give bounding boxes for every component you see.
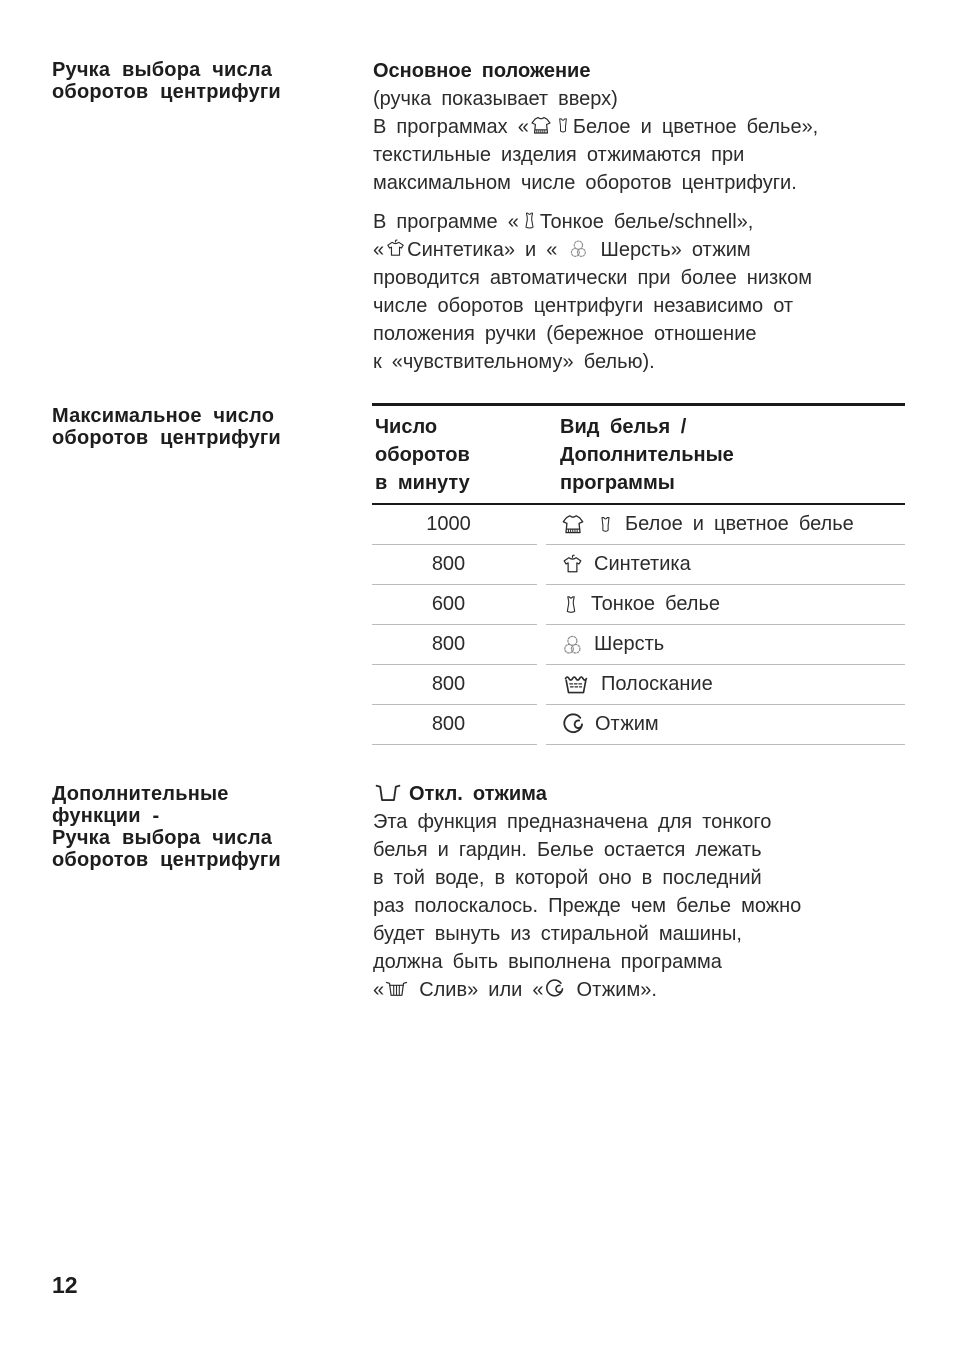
subsection-title: Основное положение xyxy=(373,60,591,82)
section-heading-max-spin xyxy=(52,405,281,449)
slip-icon xyxy=(595,512,616,538)
body-line: Эта функция предназначена для тонкого xyxy=(373,811,772,833)
laundry-type-label: Белое и цветное белье xyxy=(625,513,854,535)
rpm-value: 800 xyxy=(372,545,537,585)
header-line: Дополнительные xyxy=(560,444,734,466)
rinse-tub-icon xyxy=(560,671,592,699)
heading-line: оборотов центрифуги xyxy=(52,81,281,103)
body-line xyxy=(373,113,913,141)
rpm-value: 800 xyxy=(372,625,537,665)
table-row xyxy=(372,665,905,705)
header-line: Вид белья / xyxy=(560,416,687,438)
drain-tub-icon xyxy=(384,977,409,1001)
body-line: проводится автоматически при более низком xyxy=(373,267,813,289)
section-heading-additional-functions xyxy=(52,783,281,871)
spin-speed-table xyxy=(372,403,905,745)
body-line: раз полоскалось. Прежде чем белье можно xyxy=(373,895,802,917)
column-gap xyxy=(537,665,546,705)
subsection-title-line xyxy=(373,780,913,808)
body-line: текстильные изделия отжимаются при xyxy=(373,144,745,166)
body-line: максимальном числе оборотов центрифуги. xyxy=(373,172,797,194)
laundry-type-label: Отжим xyxy=(595,713,659,735)
heading-line: оборотов центрифуги xyxy=(52,849,281,871)
body-line: положения ручки (бережное отношение xyxy=(373,323,757,345)
dress-icon xyxy=(560,592,582,618)
heading-line: функции - xyxy=(52,805,160,827)
laundry-type-label: Тонкое белье xyxy=(591,593,721,615)
heading-line: Дополнительные xyxy=(52,783,229,805)
body-line: к «чувствительному» белью). xyxy=(373,351,655,373)
body-line xyxy=(373,976,913,1004)
shirt-on-hanger-icon xyxy=(560,552,585,578)
table-row xyxy=(372,505,905,545)
rpm-value: 800 xyxy=(372,665,537,705)
paragraph xyxy=(373,208,913,376)
laundry-type-cell xyxy=(546,665,905,705)
body-text: « xyxy=(373,239,385,261)
laundry-type-cell xyxy=(546,505,905,545)
body-line: (ручка показывает вверх) xyxy=(373,88,618,110)
header-line: Число xyxy=(375,416,438,438)
rpm-value: 800 xyxy=(372,705,537,745)
section-heading-spin-selector xyxy=(52,59,281,103)
header-line: оборотов xyxy=(375,444,470,466)
heading-line: Ручка выбора числа xyxy=(52,827,273,849)
column-gap xyxy=(537,705,546,745)
wool-skein-icon xyxy=(567,237,590,261)
slip-icon xyxy=(553,114,573,138)
header-line: в минуту xyxy=(375,472,470,494)
laundry-type-label: Шерсть xyxy=(594,633,665,655)
shirt-on-hanger-icon xyxy=(384,237,407,261)
body-text: « xyxy=(373,979,385,1001)
column-gap xyxy=(537,625,546,665)
rpm-value: 600 xyxy=(372,585,537,625)
page-number: 12 xyxy=(52,1272,78,1298)
body-line: будет вынуть из стиральной машины, xyxy=(373,923,742,945)
table-row xyxy=(372,625,905,665)
table-header-row xyxy=(372,406,905,505)
column-gap xyxy=(537,585,546,625)
column-header-laundry-type xyxy=(546,412,905,497)
body-line xyxy=(373,236,913,264)
laundry-type-cell xyxy=(546,625,905,665)
column-header-rpm xyxy=(372,412,537,497)
heading-line: Максимальное число xyxy=(52,405,275,427)
rpm-value: 1000 xyxy=(372,505,537,545)
section-body-basic-position xyxy=(373,57,913,376)
section-body-no-spin xyxy=(373,780,913,1004)
body-text: Шерсть» отжим xyxy=(600,239,751,261)
body-line: должна быть выполнена программа xyxy=(373,951,722,973)
column-gap xyxy=(537,412,546,497)
body-line: в той воде, в которой оно в последний xyxy=(373,867,762,889)
nightshirt-icon xyxy=(529,114,553,138)
nightshirt-icon xyxy=(560,512,586,538)
subsection-title: Откл. отжима xyxy=(409,783,547,805)
body-text: Тонкое белье/schnell», xyxy=(539,211,754,233)
body-line xyxy=(373,208,913,236)
table-row xyxy=(372,585,905,625)
body-text: Белое и цветное белье», xyxy=(572,116,819,138)
table-row xyxy=(372,545,905,585)
table-row xyxy=(372,705,905,745)
column-gap xyxy=(537,505,546,545)
body-text: Синтетика» и « xyxy=(407,239,558,261)
laundry-type-label: Синтетика xyxy=(594,553,691,575)
body-text: В программе « xyxy=(373,211,519,233)
column-gap xyxy=(537,545,546,585)
header-line: программы xyxy=(560,472,675,494)
laundry-type-cell xyxy=(546,545,905,585)
wool-skein-icon xyxy=(560,632,585,658)
spin-spiral-icon xyxy=(543,978,566,1001)
body-line: числе оборотов центрифуги независимо от xyxy=(373,295,794,317)
heading-line: оборотов центрифуги xyxy=(52,427,281,449)
dress-icon xyxy=(519,209,540,233)
body-text: Слив» или « xyxy=(419,979,544,1001)
body-line: белья и гардин. Белье остается лежать xyxy=(373,839,762,861)
heading-line: Ручка выбора числа xyxy=(52,59,273,81)
laundry-type-cell xyxy=(546,705,905,745)
laundry-type-cell xyxy=(546,585,905,625)
body-text: В программах « xyxy=(373,116,529,138)
body-text: Отжим». xyxy=(576,979,657,1001)
spin-spiral-icon xyxy=(560,712,586,738)
laundry-type-label: Полоскание xyxy=(601,673,713,695)
empty-tub-icon xyxy=(373,780,403,806)
